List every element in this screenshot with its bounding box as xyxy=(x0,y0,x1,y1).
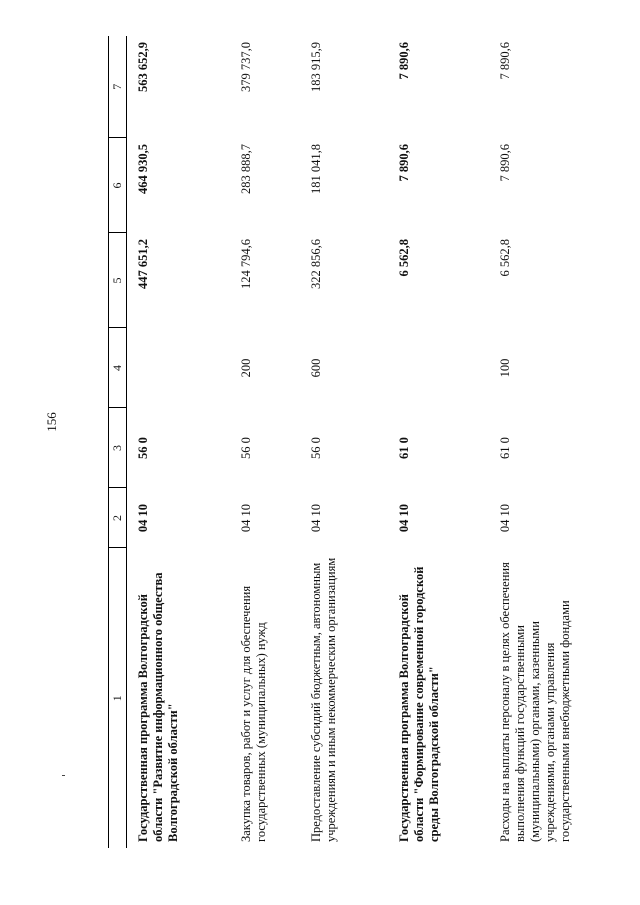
table-row xyxy=(489,36,640,848)
row-value-6: 181 041,8 xyxy=(309,144,323,194)
column-header: 6 xyxy=(109,138,127,233)
scan-mark xyxy=(62,775,65,776)
row-section: 04 10 xyxy=(309,503,323,533)
row-value-5: 447 651,2 xyxy=(136,239,150,289)
row-value-5: 6 562,8 xyxy=(498,239,512,277)
column-header: 5 xyxy=(109,233,127,328)
budget-table xyxy=(108,36,640,848)
row-target: 56 0 xyxy=(309,437,323,459)
column-header: 1 xyxy=(109,548,127,848)
row-value-6: 7 890,6 xyxy=(498,144,512,182)
row-expense xyxy=(388,328,489,408)
row-value-7: 563 652,9 xyxy=(136,42,150,92)
column-header: 3 xyxy=(109,408,127,488)
row-target: 61 0 xyxy=(397,437,411,459)
row-name: Государственная программа Волгоградской области "Формирование современной городской среды Волгоградской области" xyxy=(397,566,441,842)
row-name: Государственная программа Волгоградской области "Развитие информационного общества Волгоградской области" xyxy=(136,572,180,842)
row-target: 56 0 xyxy=(239,437,253,459)
row-expense: 100 xyxy=(498,358,512,378)
row-target: 56 0 xyxy=(136,437,150,459)
row-name: Закупка товаров, работ и услуг для обеспечения государственных (муниципальных) нужд xyxy=(239,585,268,842)
row-value-5: 124 794,6 xyxy=(239,239,253,289)
row-expense: 200 xyxy=(239,358,253,378)
row-expense: 600 xyxy=(309,358,323,378)
row-value-7: 379 737,0 xyxy=(239,42,253,92)
row-value-7: 183 915,9 xyxy=(309,42,323,92)
table-row xyxy=(388,36,489,848)
column-header: 7 xyxy=(109,36,127,138)
row-value-7: 7 890,6 xyxy=(397,42,411,80)
row-section: 04 10 xyxy=(136,503,150,533)
row-target: 61 0 xyxy=(498,437,512,459)
row-value-7: 7 890,6 xyxy=(498,42,512,80)
row-value-6: 7 890,6 xyxy=(397,144,411,182)
row-expense xyxy=(127,328,231,408)
row-value-5: 6 562,8 xyxy=(397,239,411,277)
table-row xyxy=(300,36,388,848)
row-section: 04 10 xyxy=(498,503,512,533)
row-name: Предоставление субсидий бюджетным, автономным учреждениям и иным некоммерческим организациям xyxy=(309,557,338,842)
table-header-row xyxy=(109,36,127,848)
row-name: Расходы на выплаты персоналу в целях обеспечения выполнения функций государственными (муниципальными) органами, казенными учреждениями, органами управления государственными внебюджетными фондами xyxy=(498,562,572,842)
column-header: 4 xyxy=(109,328,127,408)
row-value-5: 322 856,6 xyxy=(309,239,323,289)
row-section: 04 10 xyxy=(397,503,411,533)
table-row xyxy=(127,36,231,848)
budget-table-container xyxy=(108,36,633,848)
table-row xyxy=(230,36,300,848)
page-number: 156 xyxy=(44,412,59,432)
row-value-6: 464 930,5 xyxy=(136,144,150,194)
row-value-6: 283 888,7 xyxy=(239,144,253,194)
row-section: 04 10 xyxy=(239,503,253,533)
column-header: 2 xyxy=(109,488,127,548)
